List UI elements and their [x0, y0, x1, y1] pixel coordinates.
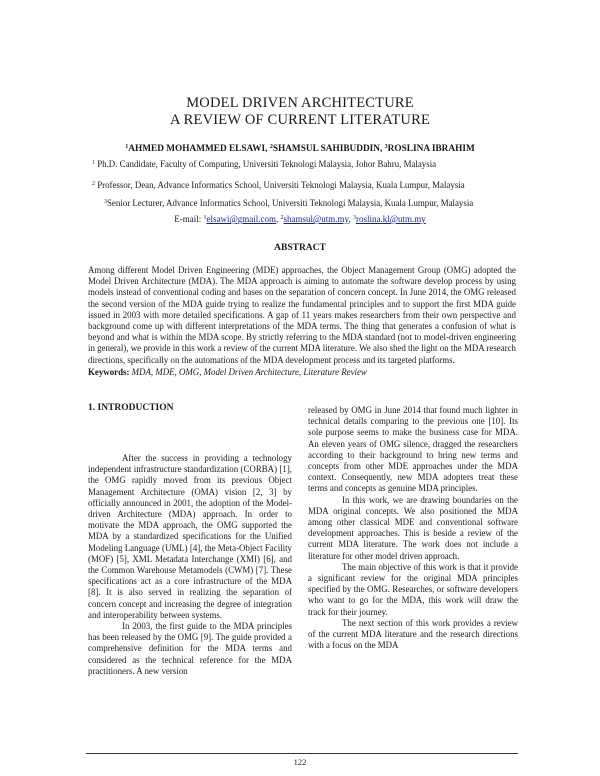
affiliation-3 [104, 198, 473, 208]
email-link-2[interactable]: shamsul@utm.my [283, 214, 349, 224]
email-link-1[interactable]: elsawi@gmail.com [206, 214, 276, 224]
email-line [0, 214, 600, 224]
email-1-sup: 1 [203, 215, 207, 221]
affiliation-1-text: Ph.D. Candidate, Faculty of Computing, Universiti Teknologi Malaysia, Johor Bahru, Malaysia [95, 159, 437, 169]
author-1-sup: 1 [125, 144, 129, 150]
intro-paragraph-4: The main objective of this work is that it provide a significant review for the original MDA principles specified by the OMG. Researches, or software developers who want to go for the MDA, this work will draw the track for their journey. [308, 561, 518, 617]
author-3-sup: 3 [384, 144, 388, 150]
paper-title-line-1: MODEL DRIVEN ARCHITECTURE [186, 95, 414, 111]
abstract-heading: ABSTRACT [274, 243, 326, 253]
author-2-sup: 2 [269, 144, 273, 150]
footer-rule [86, 753, 518, 754]
intro-paragraph-3: In this work, we are drawing boundaries on the MDA original concepts. We also positioned the MDA among other classical MDE and conventional software development approaches. This is beside a review of the current MDA literature. The work does not include a literature for other model driven approach. [308, 494, 518, 561]
affiliation-1 [92, 159, 436, 169]
intro-paragraph-continuation: released by OMG in June 2014 that found much lighter in technical details comparing to the previous one [10]. Its sole purpose seems to make the business case for MDA. An eleven years of OMG silence, dragged the researchers according to their background to bring new terms and concepts from other MDE approaches under the MDA context. Consequently, new MDA adopters treat these terms and concepts as genuine MDA principles. [308, 405, 518, 494]
intro-paragraph-1: After the success in providing a technology independent infrastructure standardization (CORBA) [1], the OMG rapidly moved from its previous Object Management Architecture (OMA) vision [2, 3] by officially announced in 2001, the adoption of the Model-driven Architecture (MDA) approach. In order to motivate the MDA approach, the OMG supported the MDA by a standardized specifications for the Unified Modeling Language (UML) [4], the Meta-Object Facility (MOF) [5], XML Metadata Interchange (XMI) [6], and the Common Warehouse Metamodels (CWM) [7]. These specifications act as a core infrastructure of the MDA [8]. It is also served in realizing the separation of concern concept and increasing the degree of integration and interoperability between systems. [88, 453, 292, 620]
keywords-label: Keywords: [88, 367, 130, 377]
keywords-text: MDA, MDE, OMG, Model Driven Architecture, Literature Review [129, 367, 367, 377]
email-3-sup: 3 [352, 215, 356, 221]
affiliation-2-sup: 2 [92, 181, 95, 187]
abstract-body: Among different Model Driven Engineering (MDE) approaches, the Object Management Group (OMG) adopted the Model Driven Architecture (MDA). The MDA approach is aiming to automate the software develop process by using models instead of conventional coding and bases on the separation of concern concept. In June 2014, the OMG released the second version of the MDA guide trying to realize the fundamental principles and to support the first MDA guide issued in 2003 with more detailed specifications. A gap of 11 years makes researchers from their own perspective and background come up with different interpretations of the MDA terms. The thing that generates a confusion of what is beyond and what is within the MDA scope. By strictly referring to the MDA standard (not to model-driven engineering in general), we provide in this work a review of the current MDA literature. We also shed the light on the MDA research directions, specifically on the automations of the MDA development process and its targeted platforms. [88, 265, 516, 365]
intro-paragraph-2: In 2003, the first guide to the MDA principles has been released by the OMG [9]. The guide provided a comprehensive definition for the MDA terms and considered as the technical reference for the MDA practitioners. A new version [88, 621, 292, 676]
affiliation-2-text: Professor, Dean, Advance Informatics School, Universiti Teknologi Malaysia, Kuala Lumpur, Malaysia [95, 180, 465, 190]
intro-paragraph-5: The next section of this work provides a review of the current MDA literature and the research directions with a focus on the MDA [308, 617, 518, 651]
affiliation-1-sup: 1 [92, 160, 95, 166]
author-1-name: AHMED MOHAMMED ELSAWI, [128, 144, 270, 154]
right-column [308, 405, 518, 651]
left-column [88, 453, 292, 677]
page-number: 122 [293, 757, 307, 767]
email-2-sup: 2 [280, 215, 284, 221]
author-list [0, 144, 600, 154]
affiliation-3-sup: 3 [104, 199, 107, 205]
section-heading-introduction: 1. INTRODUCTION [88, 403, 174, 413]
email-sep-2: , [348, 214, 353, 224]
paper-title-line-2: A REVIEW OF CURRENT LITERATURE [169, 112, 431, 128]
email-sep-1: , [276, 214, 281, 224]
email-label: E-mail: [174, 214, 204, 224]
email-link-3[interactable]: roslina.kl@utm.my [355, 214, 426, 224]
affiliation-3-text: Senior Lecturer, Advance Informatics School, Universiti Teknologi Malaysia, Kuala Lumpur, Malaysia [107, 198, 474, 208]
author-3-name: ROSLINA IBRAHIM [387, 144, 475, 154]
affiliation-2 [92, 180, 465, 190]
author-2-name: SHAMSUL SAHIBUDDIN, [272, 144, 385, 154]
keywords-line [88, 367, 518, 377]
